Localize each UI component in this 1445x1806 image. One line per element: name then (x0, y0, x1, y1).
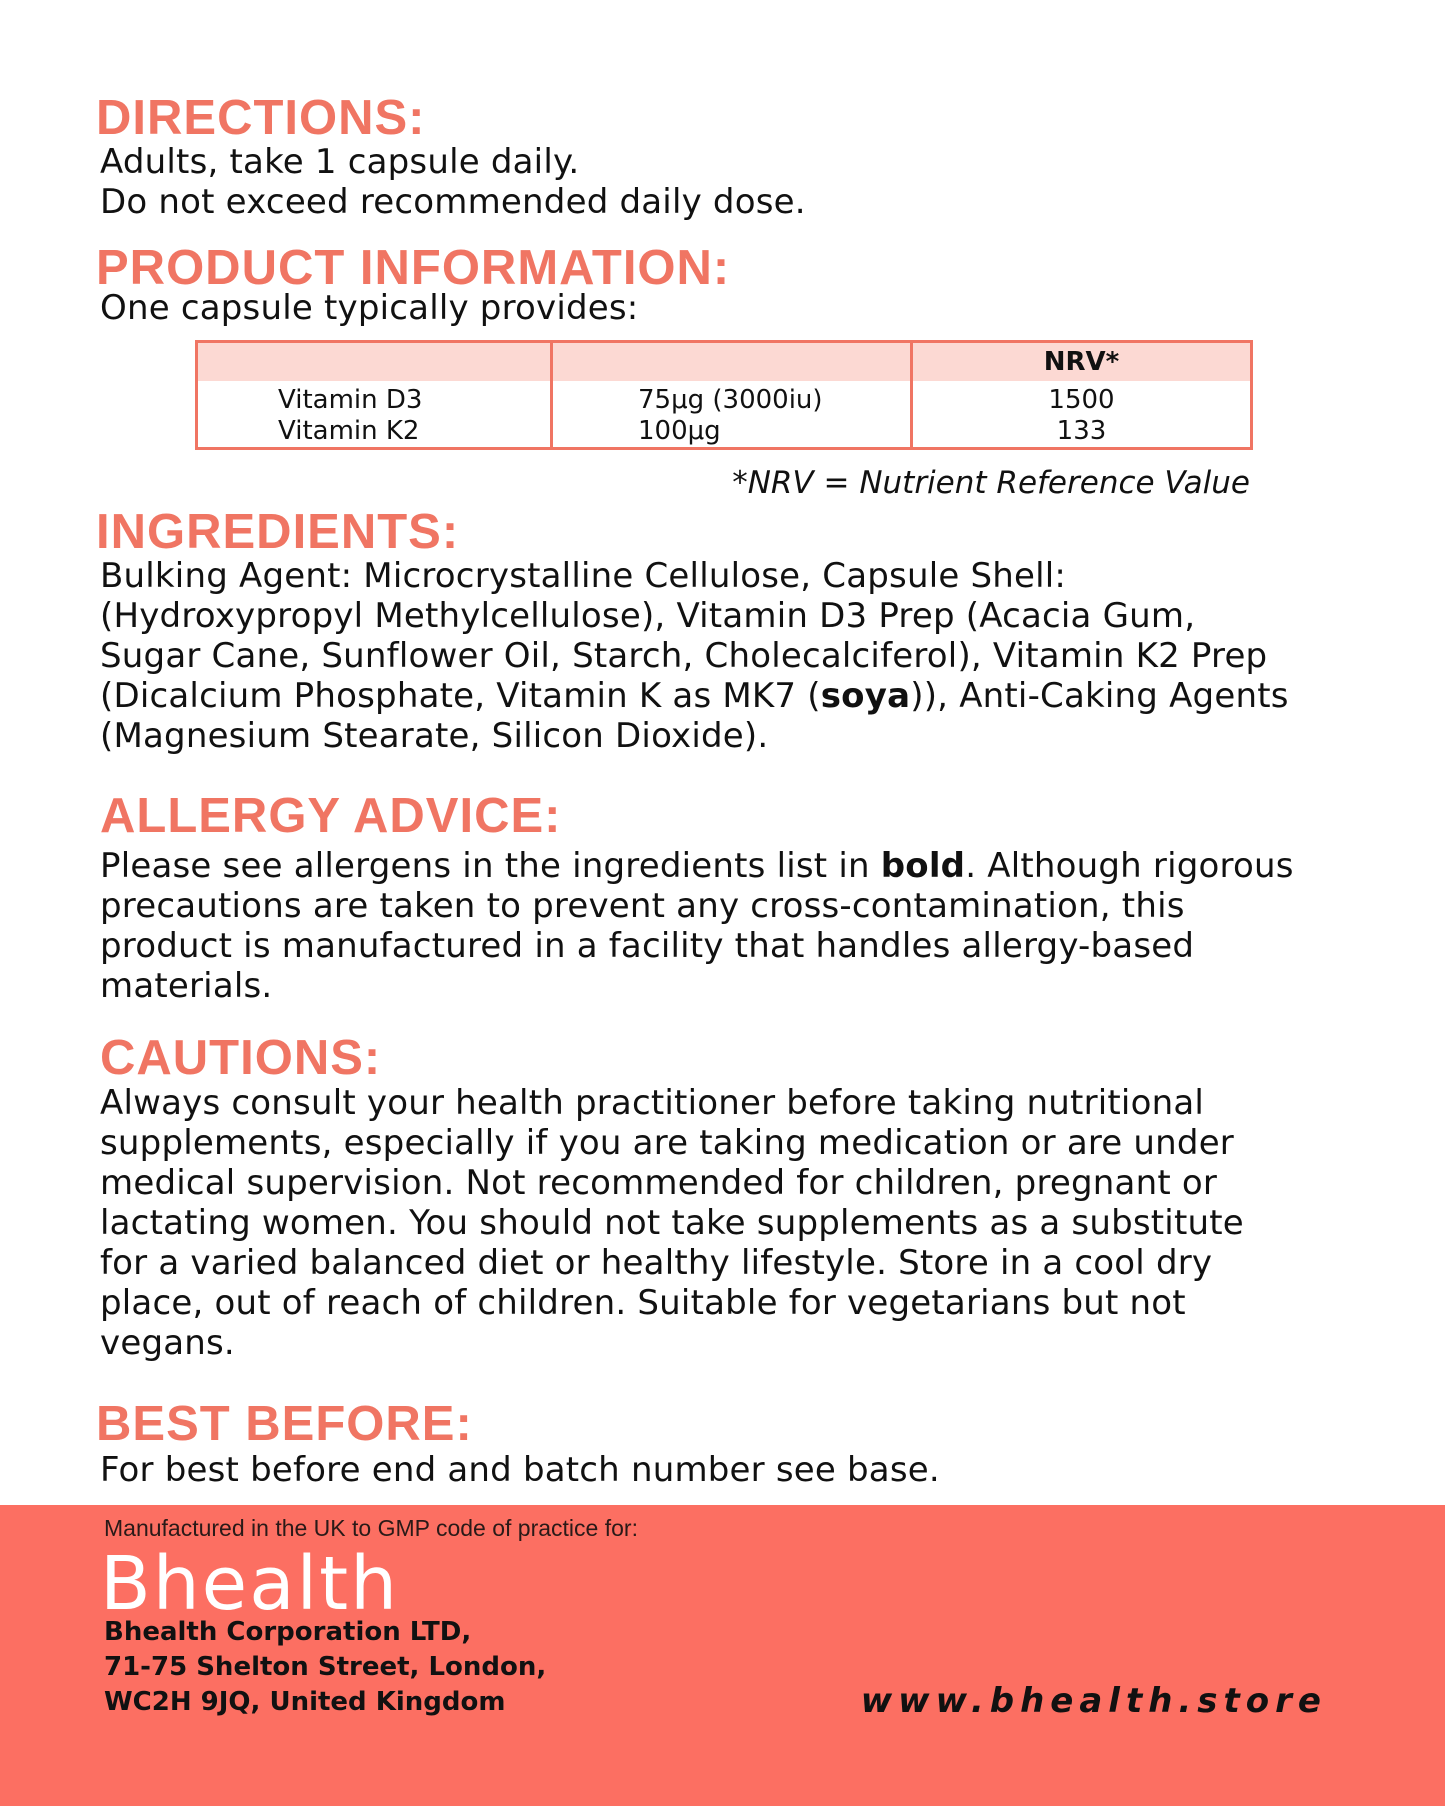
nutrient-name: Vitamin D3 (278, 385, 423, 415)
best-before-text: For best before end and batch number see base. (100, 1450, 940, 1490)
product-information-heading: PRODUCT INFORMATION: (96, 241, 731, 295)
allergy-line-text: . Although rigorous (965, 846, 1294, 886)
cautions-line: place, out of reach of children. Suitable for vegetarians but not (100, 1283, 1186, 1323)
allergy-line-text: Please see allergens in the ingredients list in (100, 846, 881, 886)
allergy-line: materials. (100, 966, 273, 1006)
ingredients-heading: INGREDIENTS: (96, 505, 460, 559)
cautions-line: supplements, especially if you are taking medication or are under (100, 1123, 1234, 1163)
directions-text (100, 142, 806, 222)
allergy-line: precautions are taken to prevent any cross-contamination, this (100, 886, 1185, 926)
amount-column (552, 381, 912, 449)
ingredients-text (100, 556, 1289, 756)
bhealth-logo: Bhealth (100, 1541, 400, 1627)
cautions-line: lactating women. You should not take supplements as a substitute (100, 1203, 1244, 1243)
best-before-heading: BEST BEFORE: (96, 1397, 473, 1451)
ingredients-line-text: (Dicalcium Phosphate, Vitamin K as MK7 ( (100, 676, 821, 716)
nutrient-nrv: 1500 (1048, 385, 1115, 415)
nutrient-column (197, 381, 552, 449)
nutrient-name: Vitamin K2 (278, 416, 420, 446)
address-line: Bhealth Corporation LTD, (104, 1617, 472, 1647)
ingredients-line: (Magnesium Stearate, Silicon Dioxide). (100, 716, 769, 756)
nrv-footnote: *NRV = Nutrient Reference Value (732, 465, 1250, 501)
website-url: www.bhealth.store (860, 1681, 1327, 1721)
nutrition-header-amount (552, 342, 912, 382)
cautions-line: for a varied balanced diet or healthy lifestyle. Store in a cool dry (100, 1243, 1213, 1283)
nutrition-header-nutrient (197, 342, 552, 382)
address-line: 71-75 Shelton Street, London, (104, 1652, 547, 1682)
nrv-column (912, 381, 1252, 449)
nutrition-table (195, 340, 1253, 450)
directions-heading: DIRECTIONS: (96, 91, 426, 145)
allergen-highlight: soya (820, 676, 911, 716)
directions-line: Do not exceed recommended daily dose. (100, 182, 806, 222)
ingredients-line: Sugar Cane, Sunflower Oil, Starch, Cholecalciferol), Vitamin K2 Prep (100, 636, 1268, 676)
manufacturer-intro: Manufactured in the UK to GMP code of practice for: (104, 1515, 638, 1541)
nutrition-table-header-row (197, 342, 1252, 382)
nutrient-amount: 100μg (638, 416, 721, 446)
nutrient-amount: 75μg (3000iu) (638, 385, 823, 415)
ingredients-line (100, 676, 1289, 716)
allergy-line: product is manufactured in a facility that handles allergy-based (100, 926, 1195, 966)
allergy-advice-text (100, 846, 1294, 1006)
directions-line: Adults, take 1 capsule daily. (100, 142, 580, 182)
address-line: WC2H 9JQ, United Kingdom (104, 1687, 506, 1717)
nutrient-nrv: 133 (1056, 416, 1107, 446)
company-address (104, 1615, 546, 1720)
cautions-line: vegans. (100, 1323, 235, 1363)
nutrition-header-nrv: NRV* (912, 342, 1252, 382)
cautions-line: medical supervision. Not recommended for children, pregnant or (100, 1163, 1218, 1203)
allergy-advice-heading: ALLERGY ADVICE: (100, 789, 562, 843)
nutrition-table-body-row (197, 381, 1252, 449)
cautions-heading: CAUTIONS: (100, 1031, 382, 1085)
manufacturer-footer (0, 1505, 1445, 1806)
ingredients-line: Bulking Agent: Microcrystalline Cellulose, Capsule Shell: (100, 556, 1067, 596)
cautions-text (100, 1083, 1244, 1363)
cautions-line: Always consult your health practitioner before taking nutritional (100, 1083, 1205, 1123)
ingredients-line-text: )), Anti-Caking Agents (910, 676, 1289, 716)
ingredients-line: (Hydroxypropyl Methylcellulose), Vitamin D3 Prep (Acacia Gum, (100, 596, 1196, 636)
bold-word: bold (880, 846, 966, 886)
allergy-line (100, 846, 1294, 886)
product-information-intro: One capsule typically provides: (100, 288, 639, 328)
